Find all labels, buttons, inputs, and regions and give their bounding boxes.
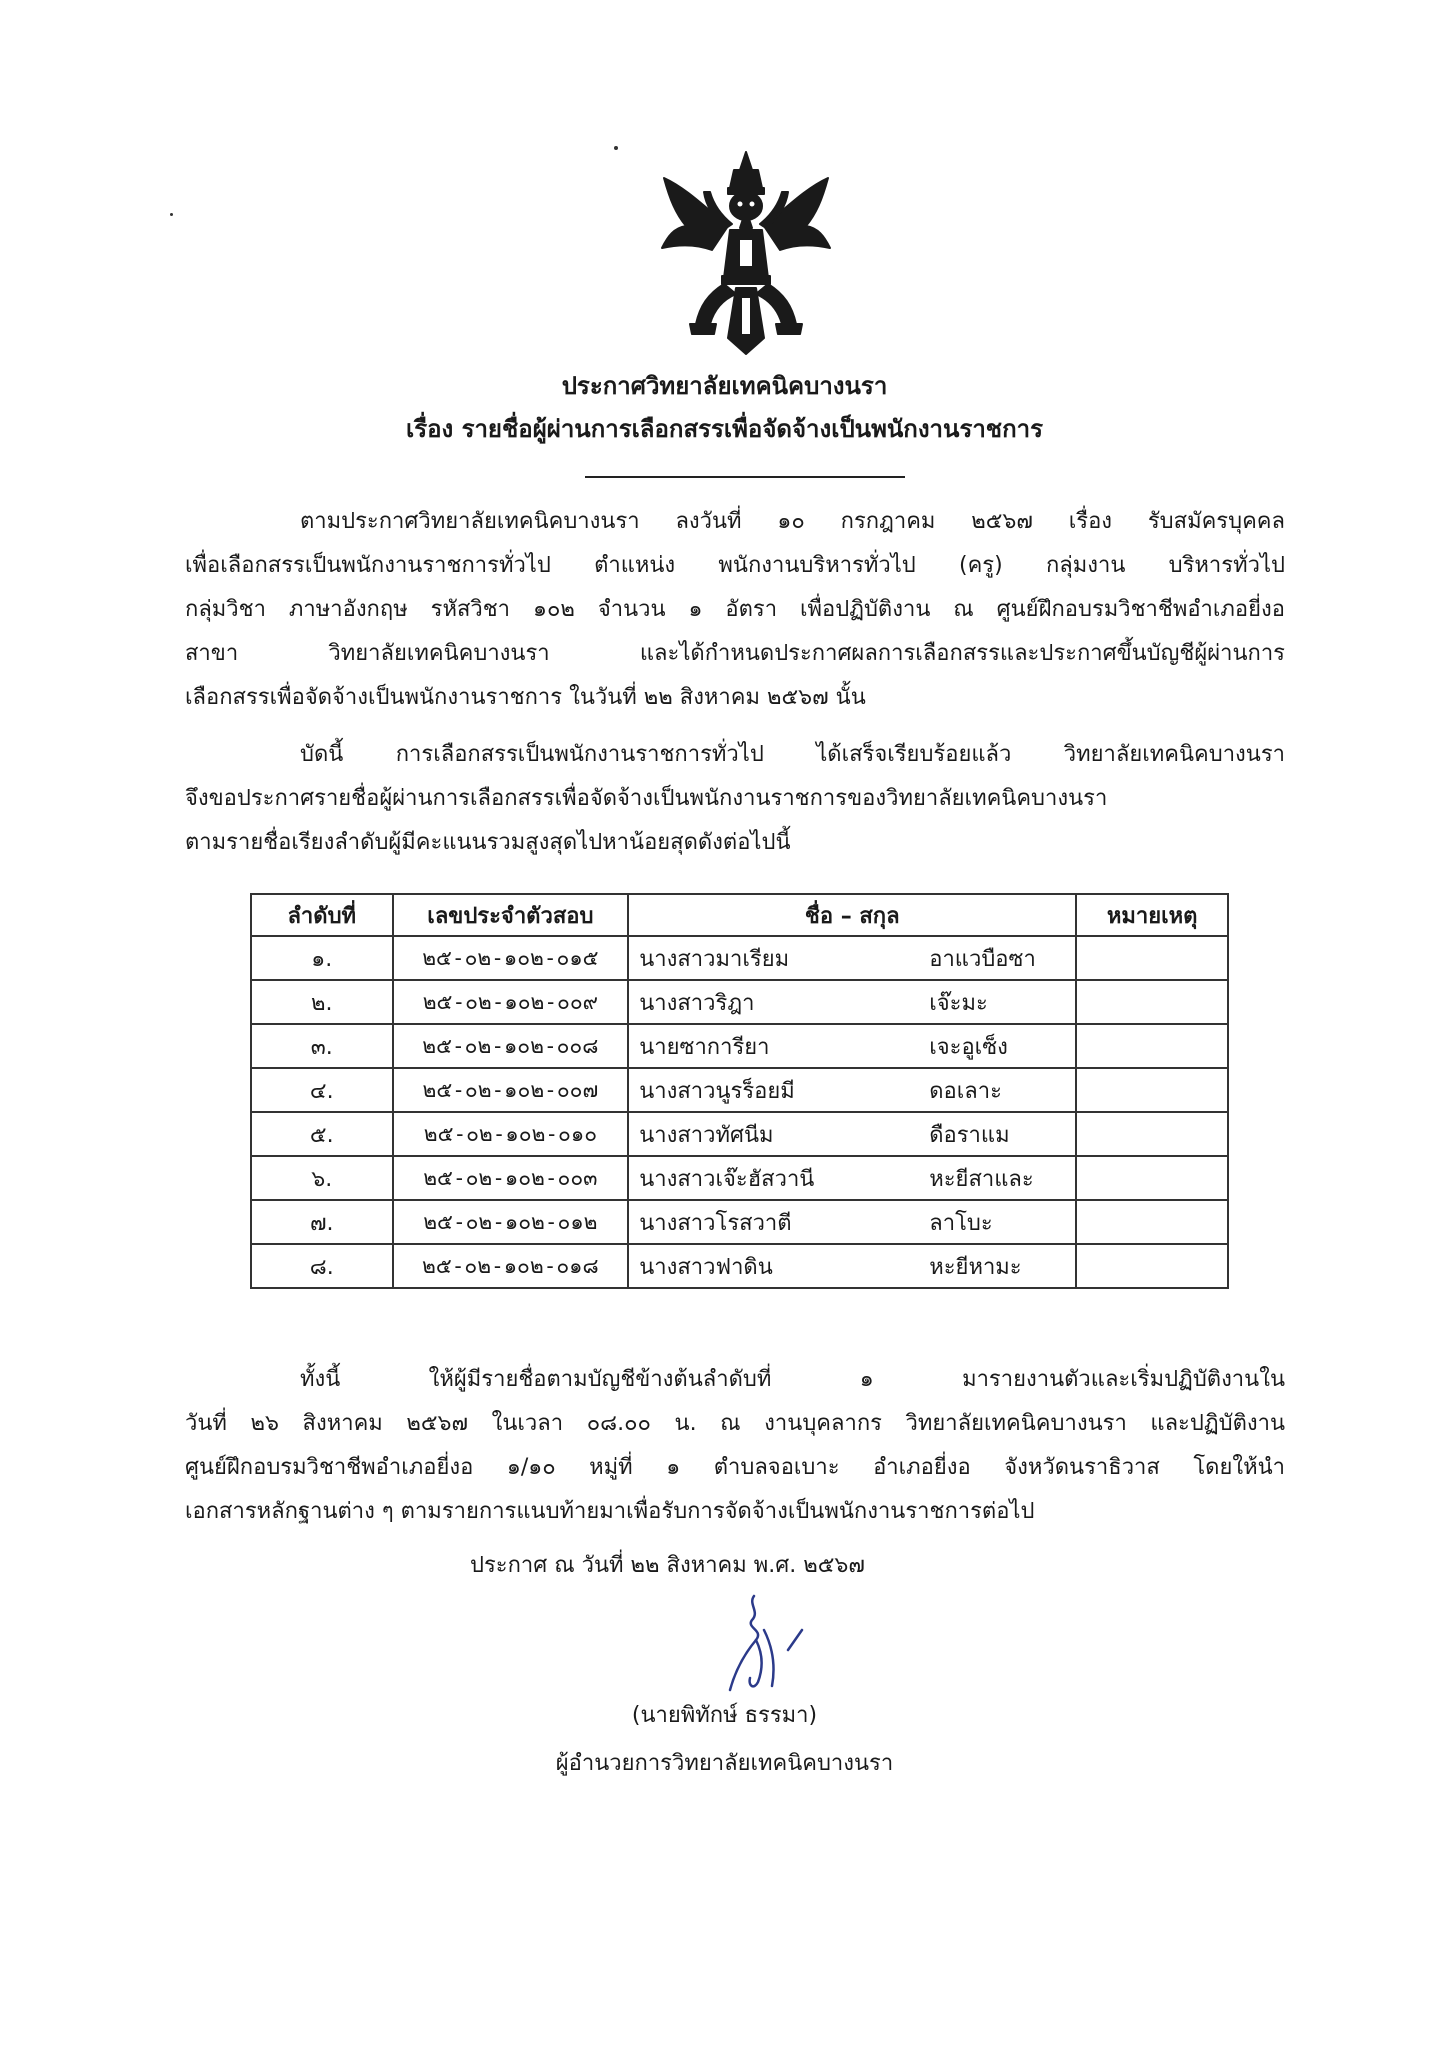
remark-cell [1076,980,1228,1024]
given-name: นางสาวริฎา [639,990,755,1016]
remark-cell [1076,1112,1228,1156]
order-cell: ๒. [251,980,393,1024]
text-line: ทั้งนี้ ให้ผู้มีรายชื่อตามบัญชีข้างต้นลำดับที่ ๑ มารายงานตัวและเริ่มปฏิบัติงานใน [300,1367,1285,1392]
given-name: นางสาวโรสวาตี [639,1210,792,1236]
table-row [251,980,1228,1024]
order-cell: ๕. [251,1112,393,1156]
table-row [251,1112,1228,1156]
family-name: ดอเลาะ [929,1078,1002,1104]
scan-speck [614,146,618,150]
name-column-header: ชื่อ – สกุล [628,894,1076,936]
text-line: ตามรายชื่อเรียงลำดับผู้มีคะแนนรวมสูงสุดไปหาน้อยสุดดังต่อไปนี้ [185,830,791,855]
text-line: สาขา วิทยาลัยเทคนิคบางนรา และได้กำหนดประกาศผลการเลือกสรรและประกาศขึ้นบัญชีผู้ผ่านการ [185,641,1285,666]
remark-cell [1076,936,1228,980]
table-row [251,1200,1228,1244]
text-line: เลือกสรรเพื่อจัดจ้างเป็นพนักงานราชการ ในวันที่ ๒๒ สิงหาคม ๒๕๖๗ นั้น [185,685,866,710]
exam-id-cell: ๒๕-๐๒-๑๐๒-๐๑๘ [393,1244,629,1288]
remark-cell [1076,1200,1228,1244]
name-cell [628,1156,1076,1200]
given-name: นางสาวเจ๊ะฮัสวานี [639,1166,815,1192]
exam-id-cell: ๒๕-๐๒-๑๐๒-๐๐๘ [393,1024,629,1068]
order-cell: ๔. [251,1068,393,1112]
signatory-name: (นายพิทักษ์ ธรรมา) [631,1703,818,1728]
heading-divider [585,476,905,478]
given-name: นางสาวมาเรียม [639,946,790,972]
remark-cell [1076,1024,1228,1068]
family-name: เจ๊ะมะ [929,990,988,1016]
order-column-header: ลำดับที่ [251,894,393,936]
table-row [251,1068,1228,1112]
order-cell: ๘. [251,1244,393,1288]
text-line: ตามประกาศวิทยาลัยเทคนิคบางนรา ลงวันที่ ๑๐ กรกฎาคม ๒๕๖๗ เรื่อง รับสมัครบุคคล [300,509,1285,534]
order-cell: ๑. [251,936,393,980]
table-row [251,936,1228,980]
exam-id-cell: ๒๕-๐๒-๑๐๒-๐๑๐ [393,1112,629,1156]
result-paragraph [185,733,1285,865]
exam-id-cell: ๒๕-๐๒-๑๐๒-๐๑๒ [393,1200,629,1244]
family-name: เจะอูเซ็ง [929,1034,1008,1060]
exam-id-column-header: เลขประจำตัวสอบ [393,894,629,936]
name-cell [628,1200,1076,1244]
remark-cell [1076,1068,1228,1112]
remark-cell [1076,1244,1228,1288]
garuda-emblem-icon [656,148,836,358]
table-row [251,1024,1228,1068]
results-table [250,893,1229,1289]
family-name: อาแวบือซา [929,946,1036,972]
signatory-title: ผู้อำนวยการวิทยาลัยเทคนิคบางนรา [555,1751,894,1776]
name-cell [628,980,1076,1024]
given-name: นายซาการียา [639,1034,770,1060]
family-name: ดือราแม [929,1122,1010,1148]
text-line: ศูนย์ฝึกอบรมวิชาชีพอำเภอยี่งอ ๑/๑๐ หมู่ที่ ๑ ตำบลจอเบาะ อำเภอยี่งอ จังหวัดนราธิวาส โดยให้นำ [185,1455,1285,1480]
exam-id-cell: ๒๕-๐๒-๑๐๒-๐๐๙ [393,980,629,1024]
family-name: ลาโบะ [929,1210,993,1236]
given-name: นางสาวฟาดิน [639,1254,773,1280]
reporting-paragraph [185,1358,1285,1534]
announcement-date: ประกาศ ณ วันที่ ๒๒ สิงหาคม พ.ศ. ๒๕๖๗ [470,1553,865,1578]
scan-speck [170,213,173,216]
intro-paragraph [185,500,1285,720]
text-line: วันที่ ๒๖ สิงหาคม ๒๕๖๗ ในเวลา ๐๘.๐๐ น. ณ งานบุคลากร วิทยาลัยเทคนิคบางนรา และปฏิบัติงาน [185,1411,1285,1436]
family-name: หะยีสาและ [929,1166,1034,1192]
exam-id-cell: ๒๕-๐๒-๑๐๒-๐๑๕ [393,936,629,980]
remark-column-header: หมายเหตุ [1076,894,1228,936]
order-cell: ๓. [251,1024,393,1068]
announcement-subject: เรื่อง รายชื่อผู้ผ่านการเลือกสรรเพื่อจัดจ้างเป็นพนักงานราชการ [405,415,1043,443]
given-name: นางสาวทัศนีม [639,1122,774,1148]
name-cell [628,1024,1076,1068]
text-line: จึงขอประกาศรายชื่อผู้ผ่านการเลือกสรรเพื่อจัดจ้างเป็นพนักงานราชการของวิทยาลัยเทคนิคบางนรา [185,786,1108,811]
name-cell [628,1244,1076,1288]
text-line: เพื่อเลือกสรรเป็นพนักงานราชการทั่วไป ตำแหน่ง พนักงานบริหารทั่วไป (ครู) กลุ่มงาน บริหารทั่วไป [185,553,1285,578]
order-cell: ๗. [251,1200,393,1244]
remark-cell [1076,1156,1228,1200]
text-line: กลุ่มวิชา ภาษาอังกฤษ รหัสวิชา ๑๐๒ จำนวน ๑ อัตรา เพื่อปฏิบัติงาน ณ ศูนย์ฝึกอบรมวิชาชีพอำเภอยี่งอ [185,597,1285,622]
exam-id-cell: ๒๕-๐๒-๑๐๒-๐๐๗ [393,1068,629,1112]
given-name: นางสาวนูรร็อยมี [639,1078,795,1104]
text-line: บัดนี้ การเลือกสรรเป็นพนักงานราชการทั่วไป ได้เสร็จเรียบร้อยแล้ว วิทยาลัยเทคนิคบางนรา [300,742,1285,767]
handwritten-signature [690,1590,820,1700]
order-cell: ๖. [251,1156,393,1200]
table-header-row [251,894,1228,936]
announcement-title: ประกาศวิทยาลัยเทคนิคบางนรา [561,372,888,400]
name-cell [628,936,1076,980]
name-cell [628,1112,1076,1156]
table-row [251,1244,1228,1288]
family-name: หะยีหามะ [929,1254,1022,1280]
text-line: เอกสารหลักฐานต่าง ๆ ตามรายการแนบท้ายมาเพื่อรับการจัดจ้างเป็นพนักงานราชการต่อไป [185,1499,1035,1524]
name-cell [628,1068,1076,1112]
exam-id-cell: ๒๕-๐๒-๑๐๒-๐๐๓ [393,1156,629,1200]
table-row [251,1156,1228,1200]
